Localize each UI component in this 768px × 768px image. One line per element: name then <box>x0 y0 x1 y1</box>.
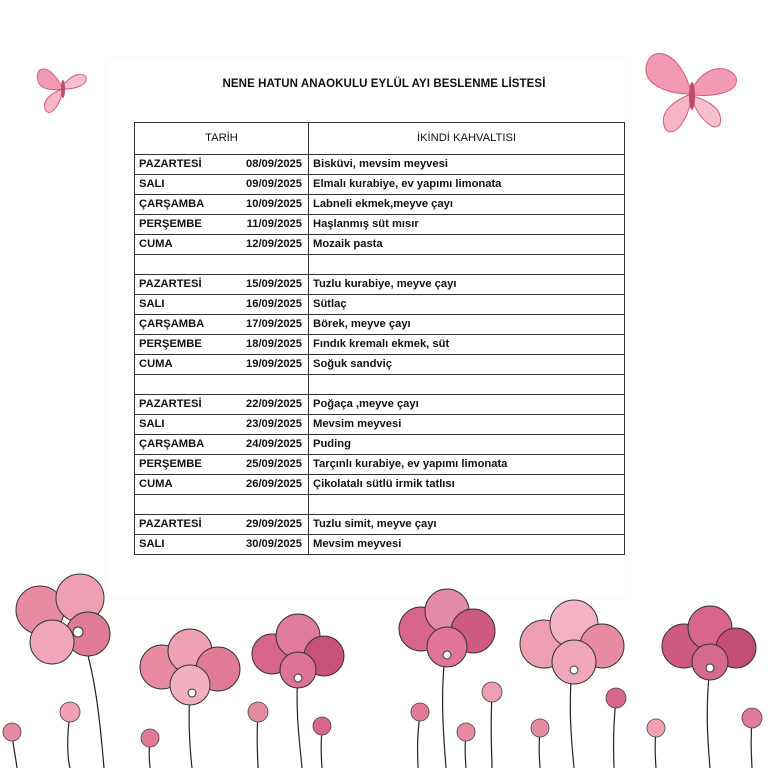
date-value: 15/09/2025 <box>246 278 302 290</box>
date-cell <box>135 175 309 195</box>
table-row <box>135 215 625 235</box>
table-row <box>135 335 625 355</box>
header-date: TARİH <box>135 123 309 155</box>
day-name: SALI <box>139 178 165 190</box>
date-cell <box>135 475 309 495</box>
date-value: 24/09/2025 <box>246 438 302 450</box>
table-row <box>135 515 625 535</box>
meal-cell: Çikolatalı sütlü irmik tatlısı <box>309 475 625 495</box>
meal-cell: Labneli ekmek,meyve çayı <box>309 195 625 215</box>
date-cell <box>135 295 309 315</box>
date-cell <box>135 455 309 475</box>
meal-cell: Elmalı kurabiye, ev yapımı limonata <box>309 175 625 195</box>
day-name: PERŞEMBE <box>139 218 202 230</box>
table-body <box>135 155 625 555</box>
day-name: SALI <box>139 298 165 310</box>
meal-cell: Tarçınlı kurabiye, ev yapımı limonata <box>309 455 625 475</box>
spacer-row <box>135 255 625 275</box>
spacer-row <box>135 375 625 395</box>
day-name: SALI <box>139 538 165 550</box>
day-name: PAZARTESİ <box>139 158 202 170</box>
date-cell <box>135 235 309 255</box>
meal-cell: Börek, meyve çayı <box>309 315 625 335</box>
date-cell <box>135 315 309 335</box>
date-value: 19/09/2025 <box>246 358 302 370</box>
empty-cell <box>309 255 625 275</box>
spacer-row <box>135 495 625 515</box>
day-name: PERŞEMBE <box>139 338 202 350</box>
date-value: 23/09/2025 <box>246 418 302 430</box>
header-meal: İKİNDİ KAHVALTISI <box>309 123 625 155</box>
day-name: PAZARTESİ <box>139 518 202 530</box>
small-flower-icons <box>3 682 762 747</box>
date-value: 10/09/2025 <box>246 198 302 210</box>
flowers-decoration <box>0 560 768 768</box>
page-title: NENE HATUN ANAOKULU EYLÜL AYI BESLENME LİSTESİ <box>222 78 546 90</box>
meal-cell: Bisküvi, mevsim meyvesi <box>309 155 625 175</box>
day-name: PAZARTESİ <box>139 398 202 410</box>
date-cell <box>135 415 309 435</box>
meal-cell: Sütlaç <box>309 295 625 315</box>
table-row <box>135 455 625 475</box>
date-value: 25/09/2025 <box>246 458 302 470</box>
date-value: 29/09/2025 <box>246 518 302 530</box>
table-row <box>135 275 625 295</box>
table-row <box>135 175 625 195</box>
table-row <box>135 415 625 435</box>
date-value: 26/09/2025 <box>246 478 302 490</box>
date-value: 09/09/2025 <box>246 178 302 190</box>
date-cell <box>135 275 309 295</box>
empty-cell <box>135 495 309 515</box>
day-name: PAZARTESİ <box>139 278 202 290</box>
day-name: CUMA <box>139 238 173 250</box>
table-row <box>135 355 625 375</box>
day-name: ÇARŞAMBA <box>139 318 205 330</box>
date-value: 22/09/2025 <box>246 398 302 410</box>
date-cell <box>135 335 309 355</box>
nutrition-table <box>134 122 625 555</box>
date-value: 18/09/2025 <box>246 338 302 350</box>
empty-cell <box>309 375 625 395</box>
table-row <box>135 155 625 175</box>
date-value: 17/09/2025 <box>246 318 302 330</box>
date-value: 08/09/2025 <box>246 158 302 170</box>
meal-cell: Mevsim meyvesi <box>309 535 625 555</box>
meal-cell: Fındık kremalı ekmek, süt <box>309 335 625 355</box>
meal-cell: Soğuk sandviç <box>309 355 625 375</box>
meal-cell: Tuzlu kurabiye, meyve çayı <box>309 275 625 295</box>
day-name: CUMA <box>139 478 173 490</box>
day-name: CUMA <box>139 358 173 370</box>
date-cell <box>135 155 309 175</box>
empty-cell <box>135 255 309 275</box>
flower-stems-icon <box>12 630 752 768</box>
date-cell <box>135 535 309 555</box>
table-row <box>135 475 625 495</box>
date-cell <box>135 395 309 415</box>
day-name: ÇARŞAMBA <box>139 438 205 450</box>
date-value: 11/09/2025 <box>246 218 302 230</box>
day-name: PERŞEMBE <box>139 458 202 470</box>
meal-cell: Poğaça ,meyve çayı <box>309 395 625 415</box>
big-flower-icons <box>16 574 756 705</box>
date-value: 16/09/2025 <box>246 298 302 310</box>
date-cell <box>135 195 309 215</box>
date-cell <box>135 215 309 235</box>
table-row <box>135 235 625 255</box>
meal-cell: Haşlanmış süt mısır <box>309 215 625 235</box>
table-row <box>135 535 625 555</box>
meal-cell: Puding <box>309 435 625 455</box>
date-cell <box>135 435 309 455</box>
meal-cell: Tuzlu simit, meyve çayı <box>309 515 625 535</box>
empty-cell <box>135 375 309 395</box>
table-row <box>135 295 625 315</box>
table-row <box>135 435 625 455</box>
butterfly-right-icon <box>636 42 746 142</box>
day-name: SALI <box>139 418 165 430</box>
meal-cell: Mozaik pasta <box>309 235 625 255</box>
day-name: ÇARŞAMBA <box>139 198 205 210</box>
empty-cell <box>309 495 625 515</box>
table-row <box>135 195 625 215</box>
date-cell <box>135 355 309 375</box>
meal-cell: Mevsim meyvesi <box>309 415 625 435</box>
table-row <box>135 315 625 335</box>
date-cell <box>135 515 309 535</box>
table-header-row <box>135 123 625 155</box>
date-value: 12/09/2025 <box>246 238 302 250</box>
table-row <box>135 395 625 415</box>
date-value: 30/09/2025 <box>246 538 302 550</box>
